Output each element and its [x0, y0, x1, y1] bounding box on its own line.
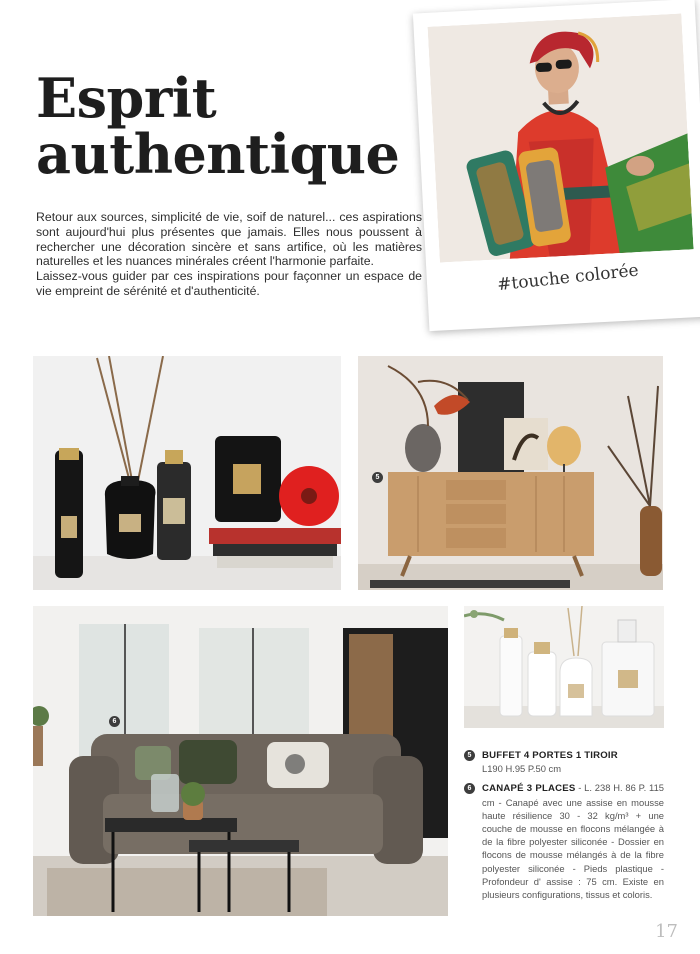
title-line-2: authentique: [36, 122, 400, 186]
polaroid-caption: #touche colorée: [496, 260, 640, 296]
product-descriptions: [464, 748, 664, 907]
intro-paragraph-1: Retour aux sources, simplicité de vie, soif de naturel... ces aspirations sont aujourd'hui plus présentes que jamais. Elles nous poussent à rechercher une décoration sincère et sans artifice, où les matières naturelles et les nuances minérales créent l'harmonie parfaite.: [36, 210, 422, 269]
buffet-photo: [358, 356, 663, 590]
buffet-marker-badge: 5: [372, 472, 383, 483]
product-name: BUFFET 4 PORTES 1 TIROIR: [482, 750, 618, 761]
sofa-marker-badge: 6: [109, 716, 120, 727]
product-dimensions: L190 H.95 P.50 cm: [482, 763, 562, 775]
page-number: 17: [655, 921, 678, 942]
woman-colorful-cushions-photo: [428, 14, 694, 263]
title-line-1: Esprit: [36, 66, 217, 130]
living-room-sofa-photo: [33, 606, 448, 916]
buffet-number-badge: 5: [464, 750, 475, 761]
intro-text: [36, 210, 422, 299]
fragrance-products-photo: [33, 356, 341, 590]
intro-paragraph-2: Laissez-vous guider par ces inspirations pour façonner un espace de vie empreint de sérénité et d'authenticité.: [36, 269, 422, 298]
page-title: [36, 66, 400, 186]
product-description: - Canapé avec une assise en mousse haute résilience 30 - 32 kg/m³ + une couche de mousse en flocons mélangée à de la fibre polyester siliconée - Dossier en flocons de mousse mélangés à de la fibre polyester siliconée - Pieds plastique - Profondeur d' assise : 75 cm. Existe en plusieurs configurations, tissus et coloris.: [482, 796, 664, 901]
polaroid-frame: [413, 0, 700, 331]
white-diffusers-photo: [464, 606, 664, 728]
product-canape: [464, 781, 664, 901]
canape-number-badge: 6: [464, 783, 475, 794]
product-buffet: [464, 748, 664, 775]
product-name: CANAPÉ 3 PLACES: [482, 783, 576, 795]
product-dimensions: - L. 238 H. 86 P. 115 cm: [482, 782, 664, 808]
